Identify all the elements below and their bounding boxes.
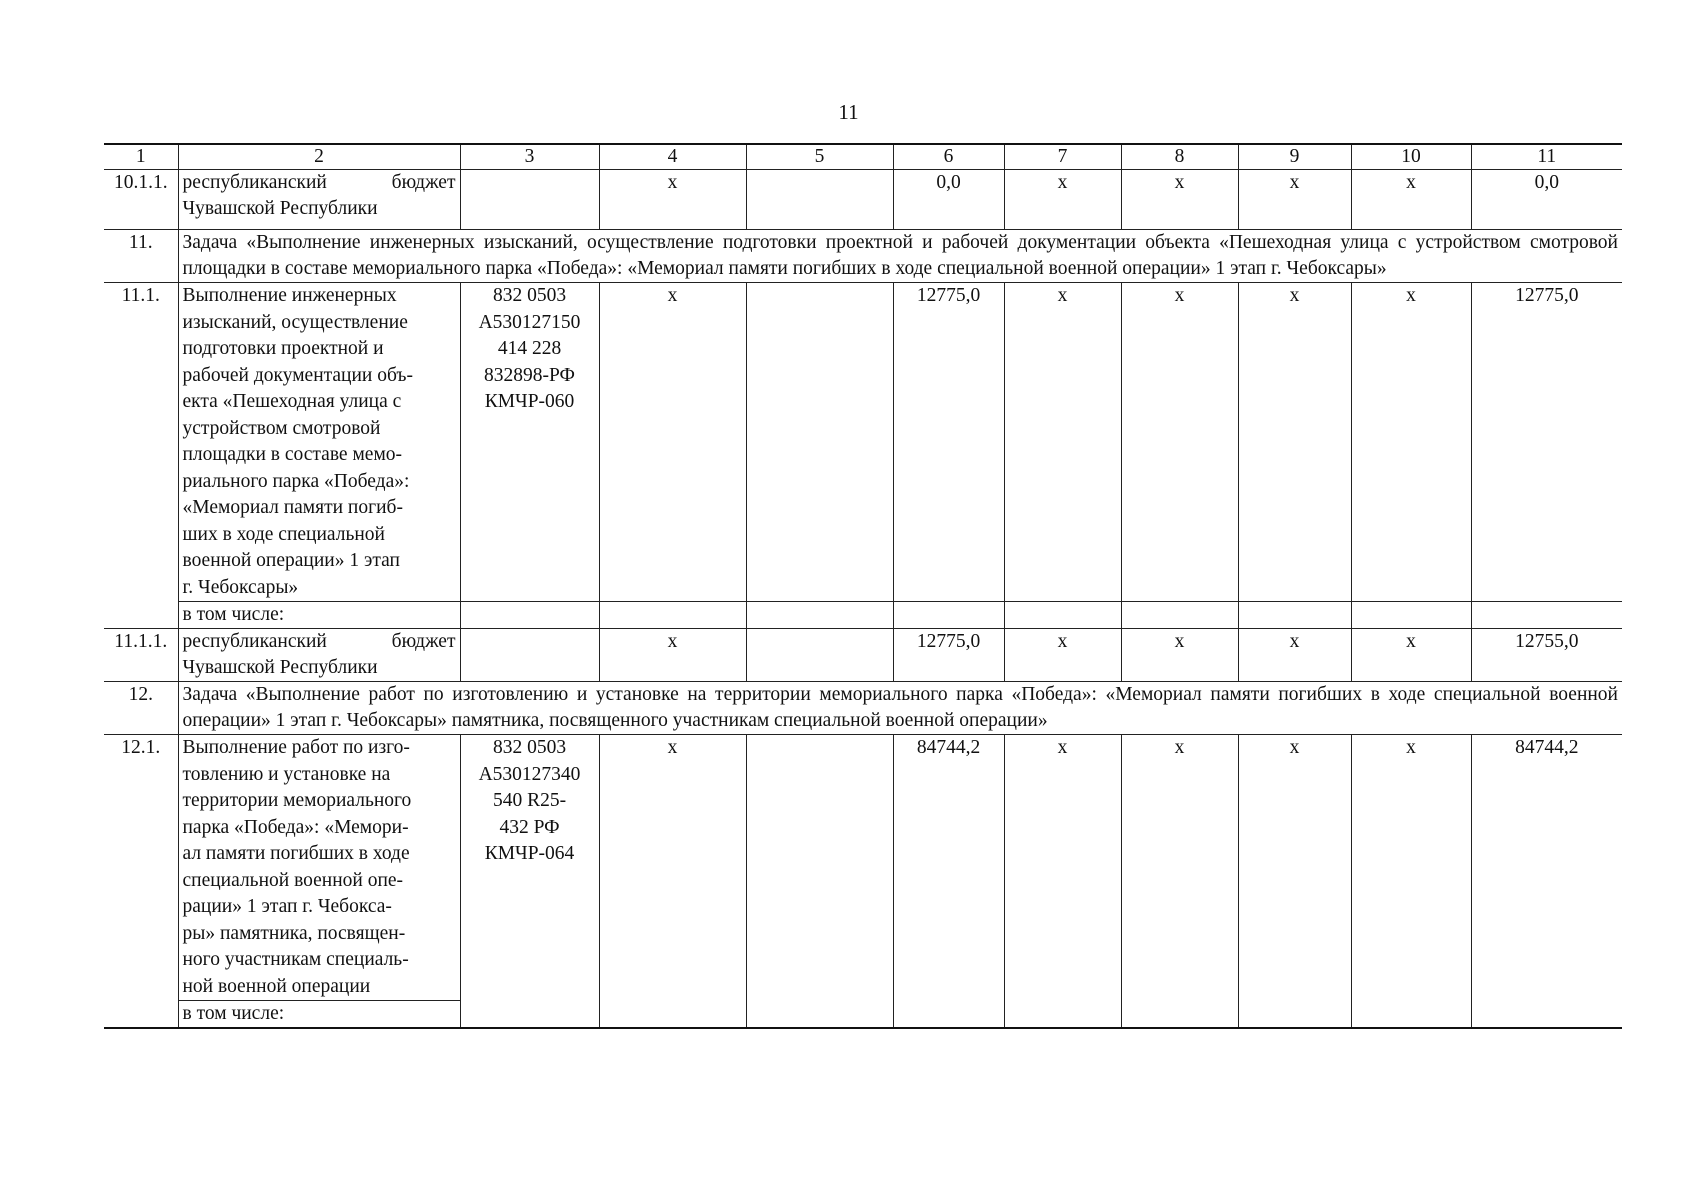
table-row [104,283,1622,602]
cell-amount: 12755,0 [1471,629,1622,682]
cell: x [1004,170,1121,230]
column-number: 11 [1471,144,1622,170]
code-line: 832 0503 [492,285,567,306]
cell [460,602,599,629]
cell [1121,602,1238,629]
cell-codes [460,283,599,602]
cell: x [1121,283,1238,602]
cell [746,602,893,629]
cell: x [1121,170,1238,230]
task-text: Задача «Выполнение работ по изготовлению и установке на территории мемориального парка «Победа»: «Мемориал памяти погибших в ходе специальной военной операции» 1 этап г. Чебоксары» памятника, посвященного участникам специальной военной операции» [178,682,1622,735]
cell [1238,602,1351,629]
cell: x [1121,735,1238,1029]
cell: x [1351,735,1471,1029]
code-line: A530127340 [478,763,581,785]
cell: x [1004,735,1121,1029]
cell [893,602,1004,629]
name-line: парка «Победа»: «Мемори- [182,816,409,838]
name-line: екта «Пешеходная улица с [182,391,402,412]
row-number: 11. [104,230,178,283]
cell [1004,602,1121,629]
column-number-row [104,144,1622,170]
name-line: риального парка «Победа»: [182,470,410,492]
subtotal-label: в том числе: [178,1001,460,1029]
code-line: A530127150 [478,311,581,333]
task-row [104,230,1622,283]
code-line: 432 РФ [499,816,560,838]
page-number: 11 [838,100,859,124]
row-number: 11.1. [104,283,178,629]
table-row [104,735,1622,1001]
row-name [178,283,460,602]
row-name [178,735,460,1001]
name-line: устройством смотровой [182,417,381,439]
cell-amount: 12775,0 [893,283,1004,602]
column-number: 5 [746,144,893,170]
name-line: Выполнение работ по изго- [182,737,410,758]
code-line: 832898-РФ [484,364,575,386]
code-line: 540 R25- [492,790,567,811]
name-line: ной военной операции [182,975,371,997]
row-number: 12. [104,682,178,735]
cell-amount: 0,0 [1471,170,1622,230]
name-line: «Мемориал памяти погиб- [182,497,403,518]
subtotal-label-row [104,602,1622,629]
name-line: военной операции» 1 этап [182,550,400,571]
cell [1351,602,1471,629]
cell: x [1238,629,1351,682]
cell [746,735,893,1029]
name-line: Выполнение инженерных [182,285,397,306]
name-line: ал памяти погибших в ходе [182,843,410,864]
cell: x [599,170,746,230]
name-line: ры» памятника, посвящен- [182,922,406,944]
name-line: рабочей документации объ- [182,364,413,386]
row-name: республиканский бюджет Чувашской Республики [178,629,460,682]
cell: x [1351,283,1471,602]
cell: x [1121,629,1238,682]
column-number: 10 [1351,144,1471,170]
cell [599,602,746,629]
column-number: 9 [1238,144,1351,170]
row-number: 10.1.1. [104,170,178,230]
code-line: КМЧР-060 [484,391,575,412]
cell [746,629,893,682]
column-number: 2 [178,144,460,170]
table-row [104,629,1622,682]
cell: x [1004,283,1121,602]
code-line: 414 228 [497,338,562,359]
cell-amount: 12775,0 [1471,283,1622,602]
name-line: подготовки проектной и [182,338,384,359]
task-row [104,682,1622,735]
cell [1471,602,1622,629]
row-number: 12.1. [104,735,178,1029]
column-number: 8 [1121,144,1238,170]
name-line: г. Чебоксары» [182,576,299,598]
cell [746,170,893,230]
name-line: рации» 1 этап г. Чебокса- [182,896,392,917]
cell-codes [460,629,599,682]
cell: x [599,735,746,1029]
column-number: 4 [599,144,746,170]
cell-amount: 84744,2 [893,735,1004,1029]
name-line: специальной военной опе- [182,869,404,891]
cell [746,283,893,602]
cell-amount: 12775,0 [893,629,1004,682]
task-text: Задача «Выполнение инженерных изысканий, осуществление подготовки проектной и рабочей документации объекта «Пешеходная улица с устройством смотровой площадки в составе мемориального парка «Победа»: «Мемориал памяти погибших в ходе специальной военной операции» 1 этап г. Чебоксары» [178,230,1622,283]
code-line: КМЧР-064 [484,843,575,864]
column-number: 6 [893,144,1004,170]
cell-amount: 84744,2 [1471,735,1622,1029]
name-line: территории мемориального [182,790,412,811]
cell: x [1238,735,1351,1029]
column-number: 1 [104,144,178,170]
row-name: республиканский бюджет Чувашской Республики [178,170,460,230]
cell: x [599,283,746,602]
name-line: ших в ходе специальной [182,523,385,545]
table-row [104,170,1622,230]
cell-codes [460,170,599,230]
cell: x [1238,170,1351,230]
column-number: 7 [1004,144,1121,170]
cell-amount: 0,0 [893,170,1004,230]
cell: x [1004,629,1121,682]
code-line: 832 0503 [492,737,567,758]
column-number: 3 [460,144,599,170]
cell-codes [460,735,599,1029]
name-line: ного участникам специаль- [182,949,409,970]
budget-table [104,143,1622,1029]
name-line: площадки в составе мемо- [182,444,403,465]
name-line: изысканий, осуществление [182,311,408,333]
cell: x [599,629,746,682]
subtotal-label: в том числе: [178,602,460,629]
cell: x [1351,629,1471,682]
cell: x [1351,170,1471,230]
cell: x [1238,283,1351,602]
row-number: 11.1.1. [104,629,178,682]
name-line: товлению и установке на [182,763,391,785]
